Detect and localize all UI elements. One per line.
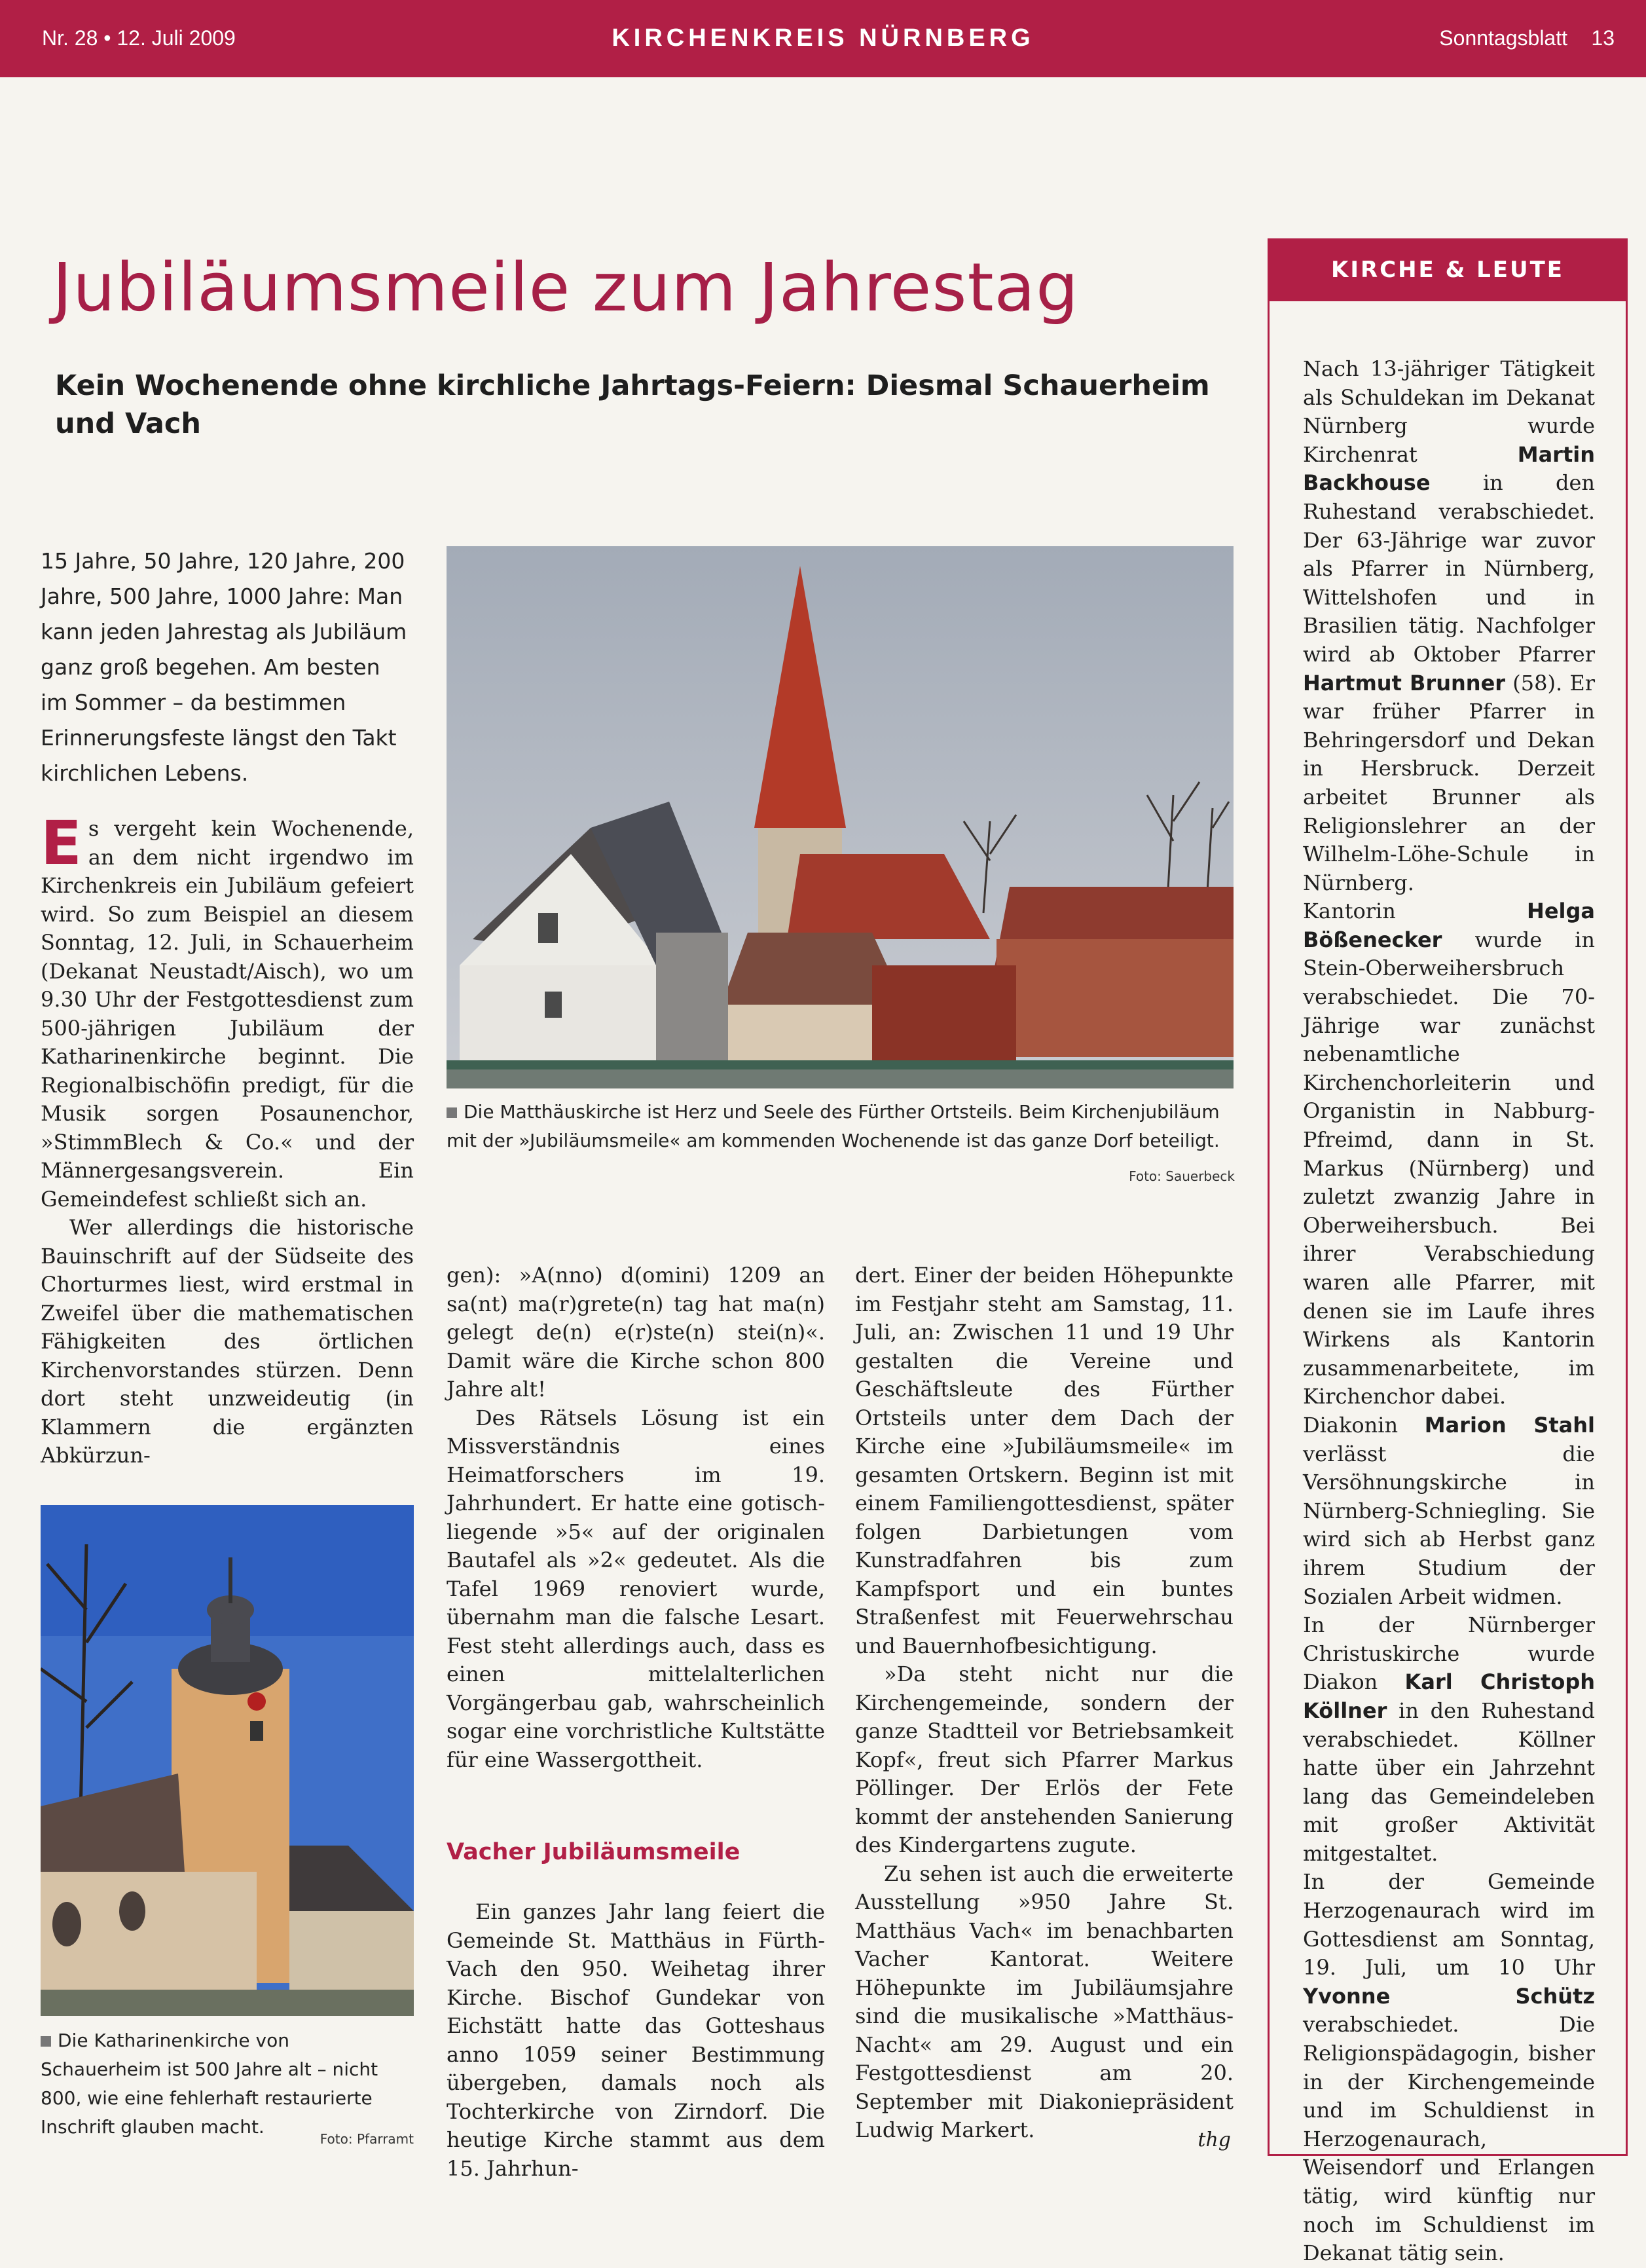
page-number: 13 [1591, 26, 1615, 50]
person-name: Karl Christoph Köllner [1303, 1669, 1595, 1723]
article-column-3 [855, 1261, 1234, 2145]
photo-main-caption [447, 1098, 1234, 1155]
church-village-illustration [447, 546, 1234, 1088]
subhead-vach: Vacher Jubiläumsmeile [447, 1839, 741, 1865]
caption-text: Die Katharinenkirche von Schauerheim ist 500 Jahre alt – nicht 800, wie eine fehlerhaft restaurierte Inschrift glauben macht. [41, 2030, 378, 2138]
sidebar-paragraph: Diakonin Marion Stahl verlässt die Versöhnungskirche in Nürnberg-Schniegling. Sie wird sich ab Herbst ganz ihrem Studium der Sozialen Arbeit widmen. [1303, 1412, 1595, 1609]
sidebar-paragraph: Nach 13-jähriger Tätigkeit als Schuldekan im Dekanat Nürnberg wurde Kirchenrat Martin Backhouse in den Ruhestand verabschiedet. Der 63-Jährige war zuvor als Pfarrer in Nürnberg, Wittelshofen und in Brasilien tätig. Nachfolger wird ab Oktober Pfarrer Hartmut Brunner (58). Er war früher Pfarrer in Behringersdorf und Dekan in Hersbruck. Derzeit arbeitet Brunner als Religionslehrer an der Wilhelm-Löhe-Schule in Nürnberg. [1303, 356, 1596, 895]
person-name: Yvonne Schütz [1303, 1983, 1595, 2009]
sidebar-paragraph: In der Gemeinde Herzogenaurach wird im Gottesdienst am Sonntag, 19. Juli, um 10 Uhr Yvonne Schütz verabschiedet. Die Religionspädagogin, bisher in der Kirchengemeinde und im Schuldienst in Herzogenaurach, Weisendorf und Erlangen tätig, wird künftig nur noch im Schuldienst im Dekanat tätig sein. [1303, 1869, 1595, 2266]
issue-date: Nr. 28 • 12. Juli 2009 [42, 26, 236, 50]
paragraph: Wer allerdings die historische Bauinschrift auf der Südseite des Chorturmes liest, wird erstmal in Zweifel über die mathematischen Fähigkeiten des örtlichen Kirchenvorstandes stürzen. Denn dort steht unzweideutig (in Klammern die ergänzten Abkürzun- [41, 1215, 414, 1468]
photo-small-caption [41, 2026, 414, 2142]
tower-church-illustration [41, 1505, 414, 2016]
person-name: Helga Bößenecker [1303, 899, 1595, 952]
sidebar-text [1303, 355, 1595, 2268]
paragraph: Des Rätsels Lösung ist ein Missverständnis eines Heimatforschers im 19. Jahrhundert. Er hatte eine gotisch-liegende »5« auf der originalen Bautafel als »2« gedeutet. Als die Tafel 1969 renoviert wurde, übernahm man die falsche Lesart. Fest steht allerdings auch, dass es einen mittelalterlichen Vorgängerbau gab, wahrscheinlich sogar eine vorchristliche Kultstätte für eine Wassergottheit. [447, 1405, 825, 1772]
article-column-2 [447, 1261, 825, 1774]
publication-name: Sonntagsblatt [1439, 26, 1567, 50]
lead-paragraph: 15 Jahre, 50 Jahre, 120 Jahre, 200 Jahre, 500 Jahre, 1000 Jahre: Man kann jeden Jahrestag als Jubiläum ganz groß begehen. Am besten im Sommer – da bestimmen Erinnerungsfeste längst den Takt kirchlichen Lebens. [41, 548, 407, 786]
person-name: Marion Stahl [1424, 1412, 1595, 1438]
article-column-1 [41, 808, 414, 1470]
headline: Jubiläumsmeile zum Jahrestag [52, 249, 1079, 327]
person-name: Martin Backhouse [1303, 441, 1595, 496]
person-name: Hartmut Brunner [1303, 670, 1506, 696]
caption-square-icon [447, 1107, 457, 1118]
caption-square-icon [41, 2036, 51, 2047]
drop-cap: E [41, 808, 82, 878]
paragraph: gen): »A(nno) d(omini) 1209 an sa(nt) ma(r)grete(n) tag hat ma(n) gelegt de(n) e(r)ste(n) stei(n)«. Damit wäre die Kirche schon 800 Jahre alt! [447, 1263, 825, 1402]
photo-main-credit: Foto: Sauerbeck [1129, 1168, 1235, 1184]
caption-text: Die Matthäuskirche ist Herz und Seele des Fürther Ortsteils. Beim Kirchenjubiläum mit der »Jubiläumsmeile« am kommenden Wochenende ist das ganze Dorf beteiligt. [447, 1101, 1220, 1151]
sidebar-paragraph: In der Nürnberger Christuskirche wurde Diakon Karl Christoph Köllner in den Ruhestand verabschiedet. Köllner hatte über ein Jahrzehnt lang das Gemeindeleben mit großer Aktivität mitgestaltet. [1303, 1612, 1595, 1866]
paragraph: »Da steht nicht nur die Kirchengemeinde, sondern der ganze Stadtteil vor Betriebsamkeit Kopf«, freut sich Pfarrer Markus Pöllinger. Der Erlös der Fete kommt der anstehenden Sanierung des Kindergartens zugute. [855, 1662, 1234, 1857]
section-title: KIRCHENKREIS NÜRNBERG [612, 24, 1034, 52]
article-column-2b [447, 1898, 825, 2183]
photo-matthaeuskirche [447, 546, 1234, 1088]
paragraph: s vergeht kein Wochenende, an dem nicht irgendwo im Kirchenkreis ein Jubiläum gefeiert wird. So zum Beispiel an diesem Sonntag, 12. Juli, in Schauerheim (Dekanat Neustadt/Aisch), wo um 9.30 Uhr der Festgottesdienst zum 500-jährigen Jubiläum der Katharinenkirche beginnt. Die Regionalbischöfin predigt, für die Musik sorgen Posaunenchor, »StimmBlech & Co.« und der Männergesangsverein. Ein Gemeindefest schließt sich an. [41, 816, 414, 1212]
photo-small-credit: Foto: Pfarramt [320, 2131, 414, 2147]
photo-katharinenkirche [41, 1505, 414, 2016]
sidebar-paragraph: Kantorin Helga Bößenecker wurde in Stein-Oberweihersbruch verabschiedet. Die 70-Jährige war zunächst nebenamtliche Kirchenchorleiterin und Organistin in Nabburg-Pfreimd, dann in St. Markus (Nürnberg) und zuletzt zwanzig Jahre in Oberweihersbuch. Bei ihrer Verabschiedung waren alle Pfarrer, mit denen sie im Laufe ihres Wirkens als Kantorin zusammenarbeitete, im Kirchenchor dabei. [1303, 899, 1595, 1409]
masthead-bar [0, 0, 1646, 77]
sidebar-title: KIRCHE & LEUTE [1268, 238, 1628, 301]
author-signature: thg [1198, 2129, 1231, 2151]
paragraph: dert. Einer der beiden Höhepunkte im Festjahr steht am Samstag, 11. Juli, an: Zwischen 11 und 19 Uhr gestalten die Vereine und Geschäftsleute des Fürther Ortsteils unter dem Dach der Kirche eine »Jubiläumsmeile« im gesamten Ortskern. Beginn ist mit einem Familiengottesdienst, später folgen Darbietungen vom Kunstradfahren bis zum Kampfsport und ein buntes Straßenfest mit Feuerwehrschau und Bauernhofbesichtigung. [855, 1263, 1234, 1658]
subheadline: Kein Wochenende ohne kirchliche Jahrtags-Feiern: Diesmal Schauerheim und Vach [55, 369, 1210, 440]
paragraph: Ein ganzes Jahr lang feiert die Gemeinde St. Matthäus in Fürth-Vach den 950. Weihetag ihrer Kirche. Bischof Gundekar von Eichstätt hatte das Gotteshaus anno 1059 seiner Bestimmung übergeben, damals noch als Tochterkirche von Zirndorf. Die heutige Kirche stammt aus dem 15. Jahrhun- [447, 1899, 825, 2181]
paragraph: Zu sehen ist auch die erweiterte Ausstellung »950 Jahre St. Matthäus Vach« im benachbarten Vacher Kantorat. Weitere Höhepunkte im Jubiläumsjahre sind die musikalische »Matthäus-Nacht« am 29. August und ein Festgottesdienst am 20. September mit Diakoniepräsident Ludwig Markert. [855, 1861, 1234, 2142]
